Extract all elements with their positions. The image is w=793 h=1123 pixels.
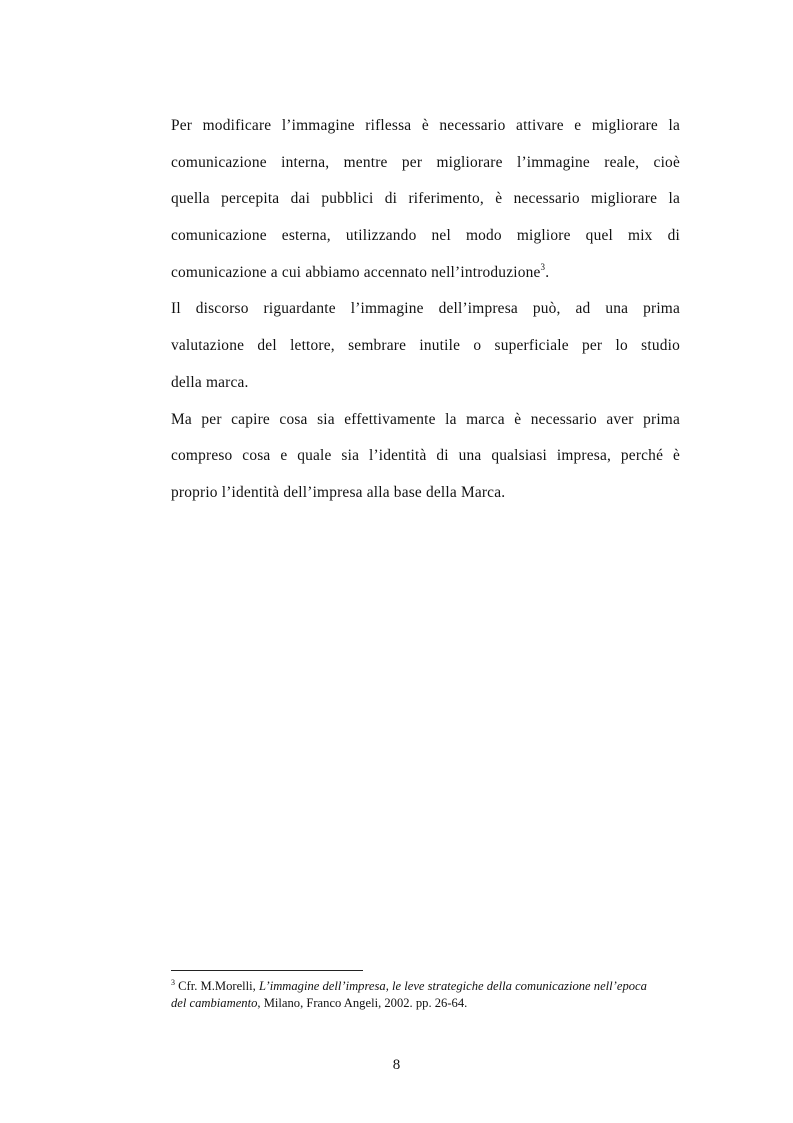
footnote-title: L’immagine dell’impresa, le leve strategiche della comunicazione nell’epoca bbox=[258, 979, 647, 993]
text-line: valutazione del lettore, sembrare inutile o superficiale per lo studio bbox=[171, 337, 680, 355]
text-segment: . bbox=[545, 263, 550, 281]
text-line: quella percepita dai pubblici di riferimento, è necessario migliorare la bbox=[171, 190, 680, 208]
text-line: comunicazione interna, mentre per migliorare l’immagine reale, cioè bbox=[171, 153, 680, 171]
body-text bbox=[171, 108, 680, 512]
text-line: Per modificare l’immagine riflessa è necessario attivare e migliorare la bbox=[171, 117, 680, 134]
text-line: comunicazione esterna, utilizzando nel modo migliore quel mix di bbox=[171, 227, 680, 245]
text-line: della marca. bbox=[171, 373, 249, 391]
text-line: compreso cosa e quale sia l’identità di una qualsiasi impresa, perché è bbox=[171, 447, 680, 465]
text-line: Ma per capire cosa sia effettivamente la marca è necessario aver prima bbox=[171, 410, 680, 428]
text-segment: comunicazione a cui abbiamo accennato nell’introduzione bbox=[171, 263, 541, 281]
text-line: proprio l’identità dell’impresa alla base della Marca. bbox=[171, 483, 506, 501]
footnote-title: del cambiamento bbox=[171, 996, 258, 1010]
footnote-line bbox=[171, 995, 681, 1012]
footnote-separator bbox=[171, 970, 363, 971]
footnote-reference[interactable]: 3 bbox=[540, 261, 546, 272]
footnote-prefix: Cfr. M.Morelli, bbox=[178, 979, 259, 993]
footnote-number: 3 bbox=[171, 978, 175, 987]
page-number: 8 bbox=[392, 1057, 401, 1073]
footnote-suffix: , Milano, Franco Angeli, 2002. pp. 26-64. bbox=[257, 996, 468, 1010]
footnote bbox=[171, 978, 681, 1012]
footnote-line bbox=[171, 978, 681, 995]
text-line bbox=[171, 255, 680, 292]
text-line: Il discorso riguardante l’immagine dell’impresa può, ad una prima bbox=[171, 300, 680, 318]
